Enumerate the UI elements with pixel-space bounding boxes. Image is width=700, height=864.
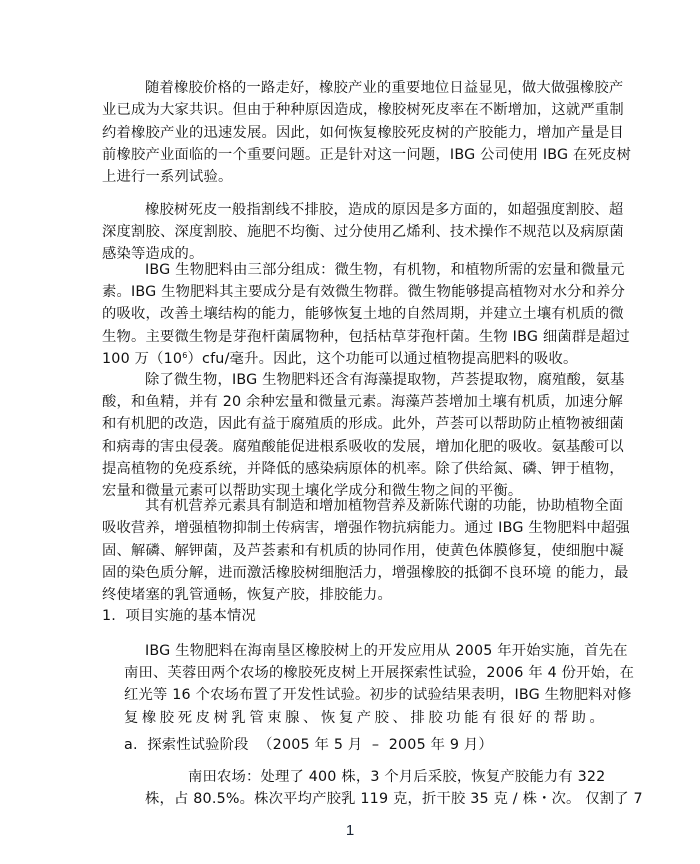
text-line: 酸，和鱼精，并有 20 余种宏量和微量元素。海藻芦荟增加土壤有机质，加速分解 [102,394,623,410]
text-line: IBG 生物肥料在海南垦区橡胶树上的开发应用从 2005 年开始实施，首先在 [145,643,628,659]
text-line: 终使堵塞的乳管通畅，恢复产胶，排胶能力。 [102,587,392,603]
text-line: 其有机营养元素具有制造和增加植物营养及新陈代谢的功能，协助植物全面 [145,498,624,514]
subsection-heading: a. 探索性试验阶段 （2005 年 5 月 – 2005 年 9 月） [124,737,493,753]
text-line: 复橡胶死皮树乳管束腺、恢复产胶、排胶功能有很好的帮助。 [124,710,604,726]
section-heading: 1. 项目实施的基本情况 [102,608,257,624]
text-line: 橡胶树死皮一般指割线不排胶，造成的原因是多方面的，如超强度割胶、超 [145,202,624,218]
text-segment: ）cfu/毫升。因此，这个功能可以通过植物提高肥料的吸收。 [187,351,578,367]
text-line: 南田农场：处理了 400 株，3 个月后采胶，恢复产胶能力有 322 [188,769,606,785]
text-line: 前橡胶产业面临的一个重要问题。正是针对这一问题，IBG 公司使用 IBG 在死皮树 [102,147,632,163]
text-line: 株，占 80.5%。株次平均产胶乳 119 克，折干胶 35 克 / 株・次。 仅割了 7 [145,791,643,807]
text-line: 固的染色质分解，进而激活橡胶树细胞活力，增强橡胶的抵御不良环境 的能力，最 [102,565,629,581]
text-line: 红光等 16 个农场布置了开发性试验。初步的试验结果表明，IBG 生物肥料对修 [124,687,632,703]
text-line: 深度割胶、深度割胶、施肥不均衡、过分使用乙烯利、技术操作不规范以及病原菌 [102,224,624,240]
text-line: 素。IBG 生物肥料其主要成分是有效微生物群。微生物能够提高植物对水分和养分 [102,284,626,300]
text-line: 生物。主要微生物是芽孢杆菌属物种，包括枯草芽孢杆菌。生物 IBG 细菌群是超过 [102,329,630,345]
text-line: IBG 生物肥料由三部分组成：微生物，有机物，和植物所需的宏量和微量元 [145,262,625,278]
text-line: 提高植物的免疫系统，并降低的感染病原体的机率。除了供给氮、磷、钾于植物， [102,461,624,477]
text-line [102,350,604,368]
text-line: 随着橡胶价格的一路走好，橡胶产业的重要地位日益显见，做大做强橡胶产 [145,80,624,96]
text-line: 上进行一系列试验。 [102,169,233,185]
text-line: 约着橡胶产业的迅速发展。因此，如何恢复橡胶死皮树的产胶能力，增加产量是目 [102,125,624,141]
page-number: 1 [345,822,355,839]
text-line: 的吸收，改善土壤结构的能力，能够恢复土地的自然周期，并建立土壤有机质的微 [102,306,624,322]
text-line: 和有机肥的改造，因此有益于腐殖质的形成。此外，芦荟可以帮助防止植物被细菌 [102,416,624,432]
text-segment: 100 万（10 [102,351,183,367]
text-line: 吸收营养，增强植物抑制土传病害，增强作物抗病能力。通过 IBG 生物肥料中超强 [102,520,630,536]
text-line: 南田、芙蓉田两个农场的橡胶死皮树上开展探索性试验，2006 年 4 份开始，在 [124,665,635,681]
text-line: 宏量和微量元素可以帮助实现土壤化学成分和微生物之间的平衡。 [102,483,523,499]
superscript-exponent: 6 [182,351,188,360]
text-line: 和病毒的害虫侵袭。腐殖酸能促进根系吸收的发展，增加化肥的吸收。氨基酸可以 [102,439,624,455]
text-line: 固、解磷、解钾菌，及芦荟素和有机质的协同作用，使黄色体膜修复，使细胞中凝 [102,543,624,559]
text-line: 业已成为大家共识。但由于种种原因造成，橡胶树死皮率在不断增加，这就严重制 [102,102,624,118]
text-line: 除了微生物，IBG 生物肥料还含有海藻提取物，芦荟提取物，腐殖酸，氨基 [145,372,625,388]
text-line: 感染等造成的。 [102,246,204,262]
